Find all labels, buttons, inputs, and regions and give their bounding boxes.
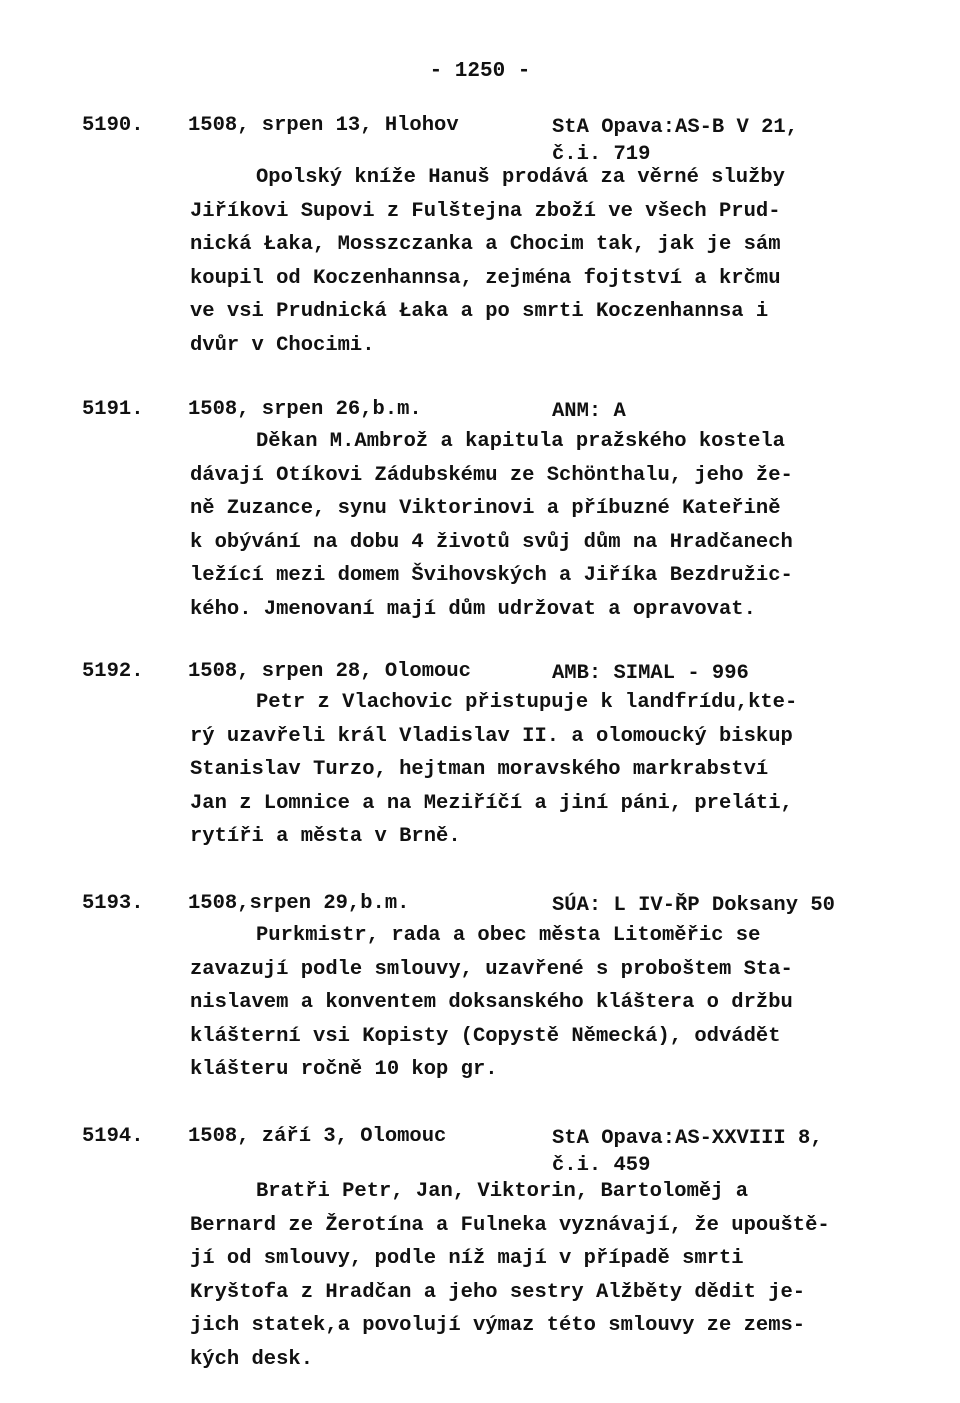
text-line: k obývání na dobu 4 životů svůj dům na Hradčanech <box>190 530 793 554</box>
entry-date: 1508,srpen 29,b.m. <box>188 892 410 915</box>
text-line: dávají Otíkovi Zádubskému ze Schönthalu, jeho že- <box>190 463 793 487</box>
text-line: klášteru ročně 10 kop gr. <box>190 1058 498 1082</box>
text-line: Jiříkovi Supovi z Fulštejna zboží ve všech Prud- <box>190 199 781 223</box>
text-line: Purkmistr, rada a obec města Litoměřic se <box>256 924 761 947</box>
source-line: StA Opava:AS-XXVIII 8, <box>552 1127 823 1150</box>
text-line: koupil od Koczenhannsa, zejména fojtství a krčmu <box>190 266 781 290</box>
source-line: StA Opava:AS-B V 21, <box>552 116 799 139</box>
entry-source <box>552 1125 823 1179</box>
entry-number: 5190. <box>82 114 144 137</box>
text-line: zavazují podle smlouvy, uzavřené s proboštem Sta- <box>190 957 793 981</box>
text-line: ně Zuzance, synu Viktorinovi a příbuzné Kateřině <box>190 497 781 521</box>
text-line: ležící mezi domem Švihovských a Jiříka Bezdružic- <box>190 564 793 588</box>
entry-source <box>552 114 798 168</box>
text-line: nická Łaka, Mosszczanka a Chocim tak, jak je sám <box>190 233 781 257</box>
text-line: jí od smlouvy, podle níž mají v případě smrti <box>190 1247 744 1271</box>
entry-date: 1508, září 3, Olomouc <box>188 1125 447 1148</box>
entry-text <box>190 919 850 1087</box>
text-line: kých desk. <box>190 1347 314 1371</box>
text-line: jich statek,a povolují výmaz této smlouvy ze zems- <box>190 1314 806 1338</box>
source-line: č.i. 719 <box>552 143 651 166</box>
text-line: Kryštofa z Hradčan a jeho sestry Alžběty dědit je- <box>190 1280 806 1304</box>
entry-source <box>552 660 749 687</box>
text-line: nislavem a konventem doksanského kláštera o držbu <box>190 991 793 1015</box>
entry-text <box>190 161 850 363</box>
text-line: rý uzavřeli král Vladislav II. a olomoucký biskup <box>190 724 793 748</box>
page-number: - 1250 - <box>429 60 531 83</box>
entry-number: 5192. <box>82 660 144 683</box>
text-line: Stanislav Turzo, hejtman moravského markrabství <box>190 758 769 782</box>
entry-text <box>190 686 850 854</box>
text-line: kého. Jmenovaní mají dům udržovat a opravovat. <box>190 597 756 621</box>
text-line: dvůr v Chocimi. <box>190 333 375 357</box>
source-line: SÚA: L IV-ŘP Doksany 50 <box>552 894 835 917</box>
entry-number: 5191. <box>82 398 144 421</box>
entry-text <box>190 1175 850 1377</box>
source-line: AMB: SIMAL - 996 <box>552 662 749 685</box>
entry-date: 1508, srpen 13, Hlohov <box>188 114 459 137</box>
source-line: č.i. 459 <box>552 1154 651 1177</box>
entry-text <box>190 425 850 627</box>
text-line: Děkan M.Ambrož a kapitula pražského kostela <box>256 430 785 453</box>
entry-source <box>552 892 835 919</box>
text-line: ve vsi Prudnická Łaka a po smrti Koczenhannsa i <box>190 300 769 324</box>
text-line: Jan z Lomnice a na Meziříčí a jiní páni, preláti, <box>190 791 793 815</box>
entry-number: 5193. <box>82 892 144 915</box>
entry-number: 5194. <box>82 1125 144 1148</box>
entry-date: 1508, srpen 28, Olomouc <box>188 660 471 683</box>
text-line: Bernard ze Žerotína a Fulneka vyznávají, že upouště- <box>190 1213 830 1237</box>
entry-source <box>552 398 626 425</box>
text-line: Petr z Vlachovic přistupuje k landfrídu,kte- <box>256 691 798 714</box>
text-line: Opolský kníže Hanuš prodává za věrné služby <box>256 166 785 189</box>
text-line: rytíři a města v Brně. <box>190 825 461 849</box>
source-line: ANM: A <box>552 400 626 423</box>
text-line: Bratři Petr, Jan, Viktorin, Bartoloměj a <box>256 1180 749 1203</box>
entry-date: 1508, srpen 26,b.m. <box>188 398 422 421</box>
text-line: klášterní vsi Kopisty (Copystě Německá), odvádět <box>190 1024 781 1048</box>
